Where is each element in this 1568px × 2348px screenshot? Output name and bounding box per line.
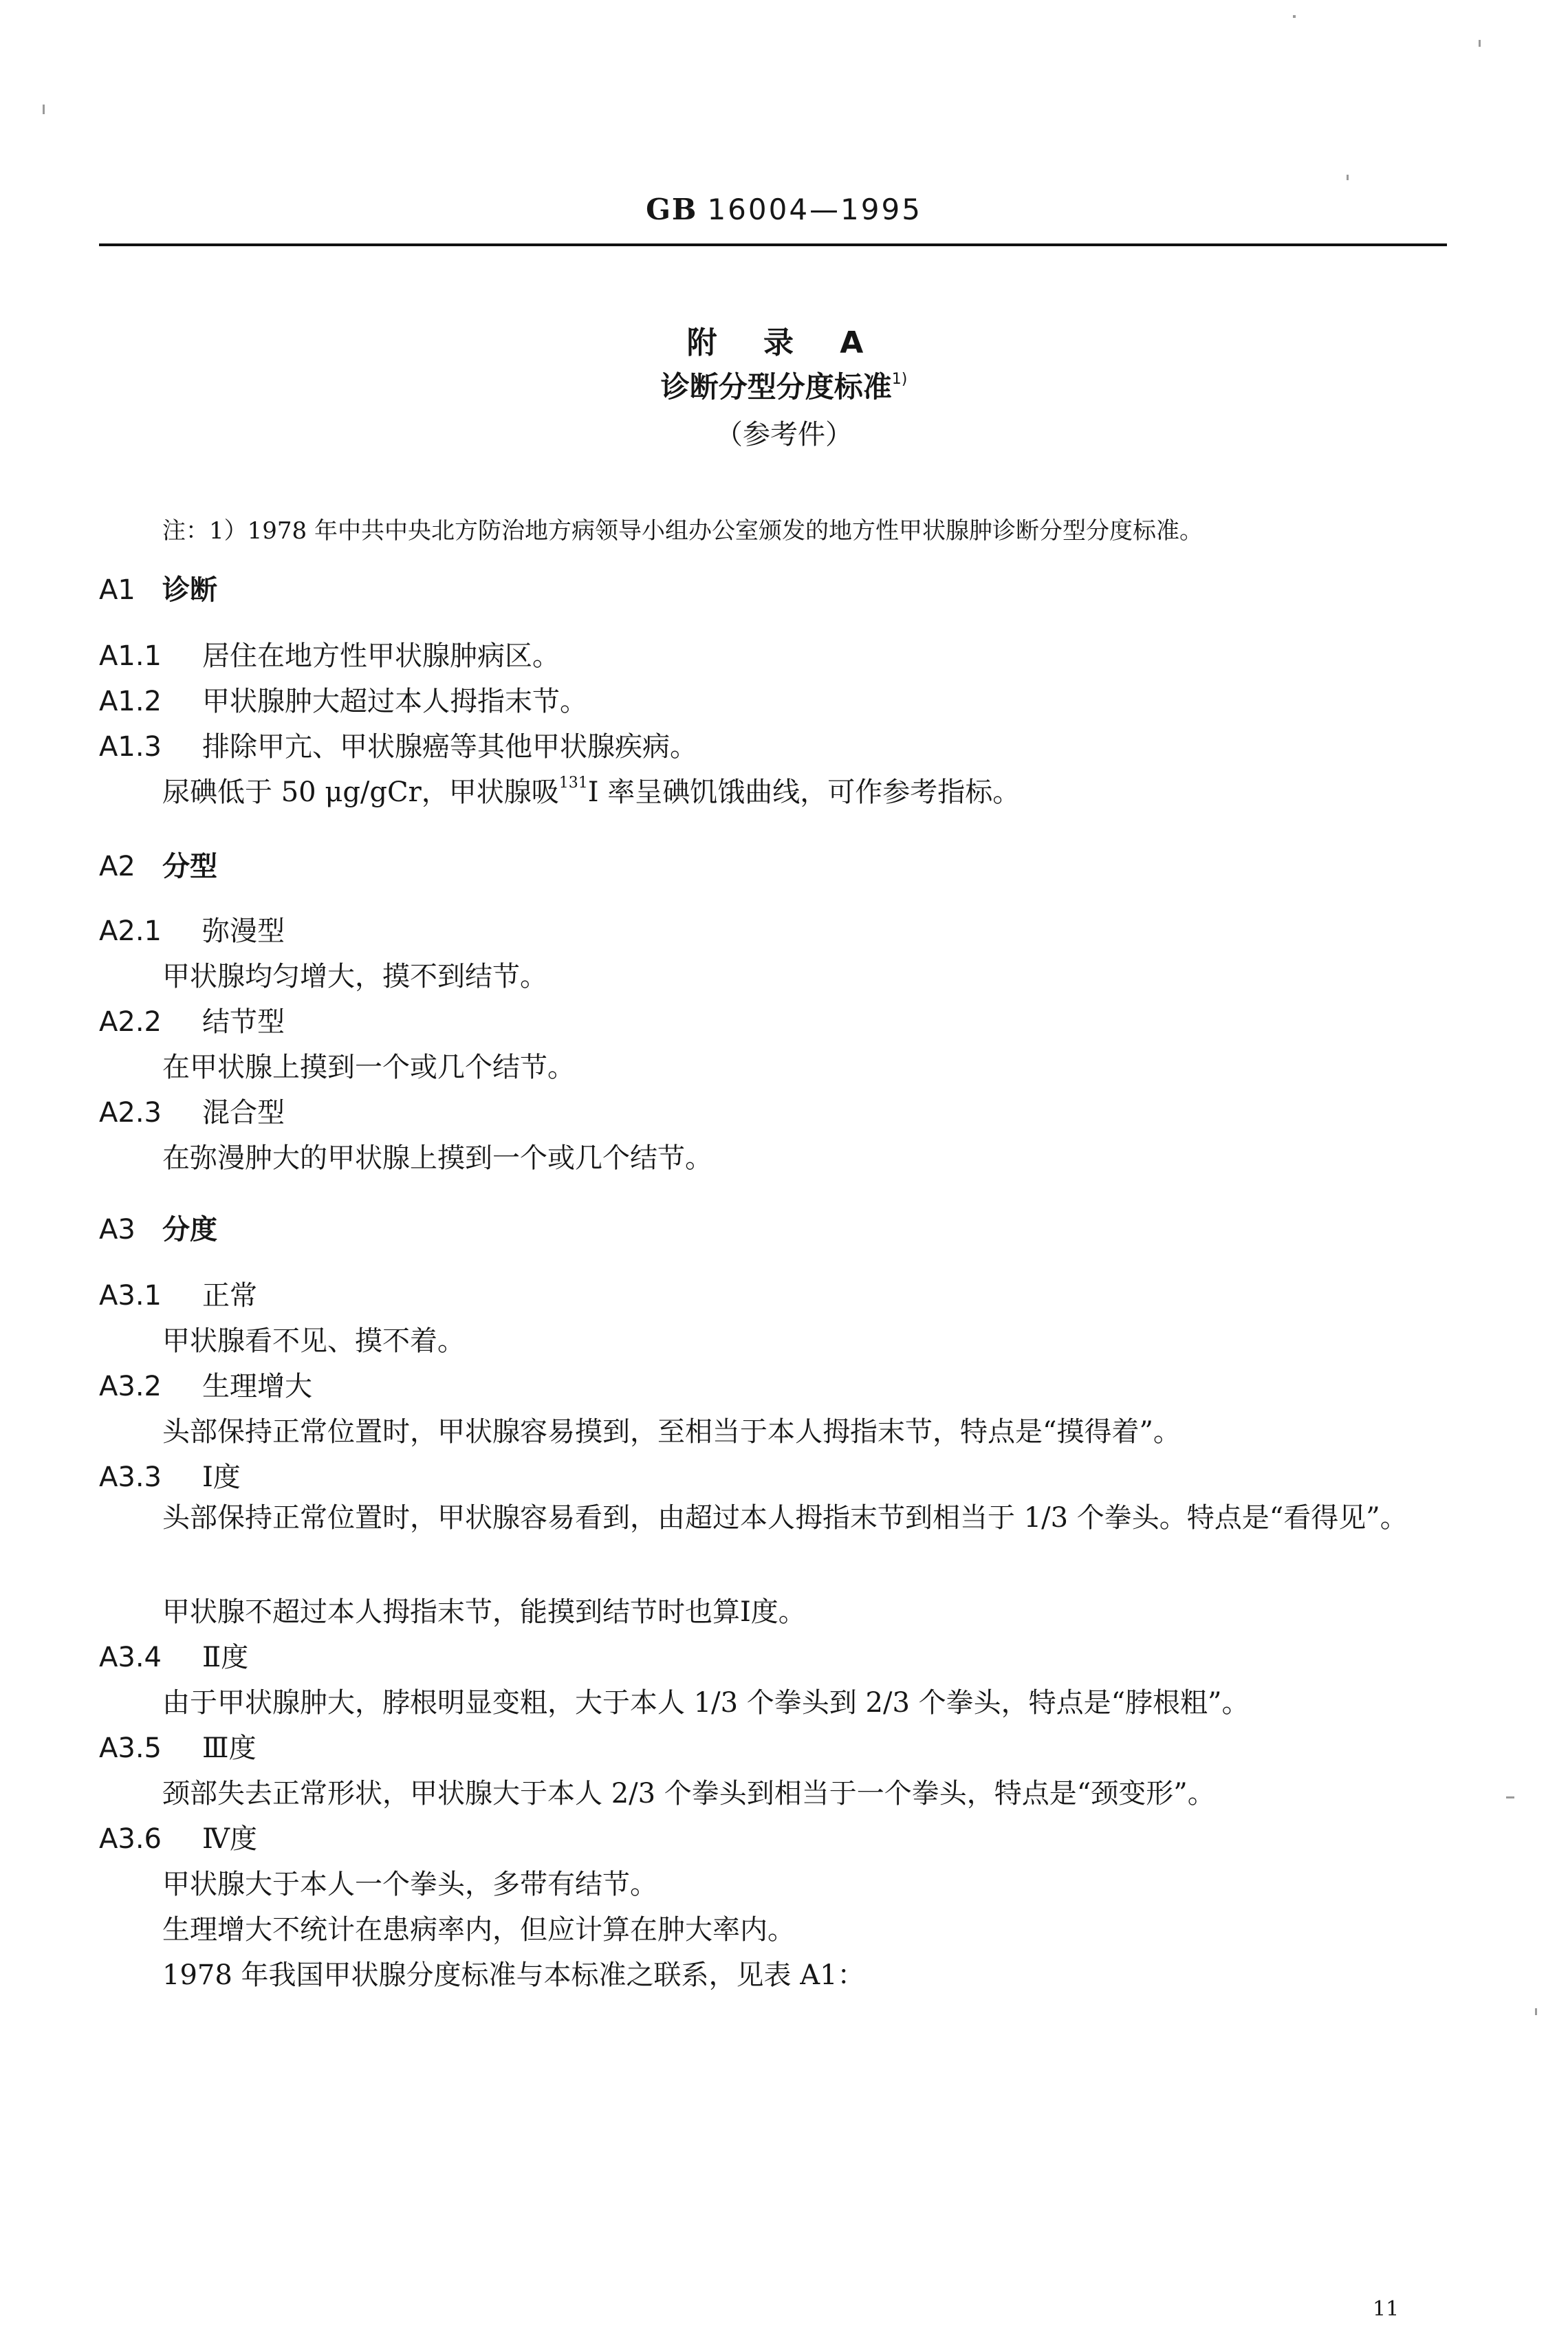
clause-number: A3.6 xyxy=(99,1823,162,1855)
section-title: 诊断 xyxy=(162,574,217,606)
clause-number: A3.4 xyxy=(99,1642,162,1673)
section-heading-a3 xyxy=(99,1208,217,1247)
footnote-marker: 1) xyxy=(891,371,908,388)
clause-a3-3-paragraph: 头部保持正常位置时，甲状腺容易看到，由超过本人拇指末节到相当于 1/3 个拳头。特点是“看得见”。 xyxy=(162,1502,1408,1534)
header-rule xyxy=(99,243,1447,246)
clause-a3-6-remark: 生理增大不统计在患病率内，但应计算在肿大率内。 xyxy=(162,1914,795,1946)
section-title: 分型 xyxy=(162,851,217,882)
clause-number: A2.3 xyxy=(99,1097,162,1129)
clause-text: 生理增大 xyxy=(202,1371,312,1402)
clause-a3-5-paragraph: 颈部失去正常形状，甲状腺大于本人 2/3 个拳头到相当于一个拳头，特点是“颈变形”。 xyxy=(162,1778,1215,1809)
section-title: 分度 xyxy=(162,1214,217,1246)
clause-a3-2 xyxy=(99,1365,312,1404)
scan-speck xyxy=(1535,2008,1537,2015)
clause-a1-3-paragraph xyxy=(162,770,1020,809)
appendix-label: 附 录 A xyxy=(686,325,882,360)
clause-number: A3.5 xyxy=(99,1732,162,1764)
clause-text: 排除甲亢、甲状腺癌等其他甲状腺疾病。 xyxy=(202,731,697,763)
clause-a3-3-note: 甲状腺不超过本人拇指末节，能摸到结节时也算Ⅰ度。 xyxy=(162,1596,806,1628)
paragraph-text: 尿碘低于 50 μg/gCr，甲状腺吸 xyxy=(162,776,559,808)
clause-text: Ⅳ度 xyxy=(202,1823,257,1855)
clause-a3-1-paragraph: 甲状腺看不见、摸不着。 xyxy=(162,1325,465,1357)
clause-a1-2 xyxy=(99,680,587,719)
clause-number: A1.3 xyxy=(99,731,162,763)
appendix-title-text: 诊断分型分度标准 xyxy=(660,370,892,404)
section-number: A3 xyxy=(99,1214,135,1246)
clause-text: 弥漫型 xyxy=(202,915,285,947)
clause-number: A2.2 xyxy=(99,1006,162,1038)
footnote: 注：1）1978 年中共中央北方防治地方病领导小组办公室颁发的地方性甲状腺肿诊断分型分度标准。 xyxy=(162,517,1203,545)
clause-text: Ⅰ度 xyxy=(202,1461,241,1493)
standard-number: 16004—1995 xyxy=(707,193,922,226)
clause-a2-3-paragraph: 在弥漫肿大的甲状腺上摸到一个或几个结节。 xyxy=(162,1142,712,1174)
clause-a3-6 xyxy=(99,1817,257,1856)
clause-a2-3 xyxy=(99,1091,285,1130)
page-number: 11 xyxy=(1373,2297,1400,2321)
scan-speck xyxy=(1479,40,1481,47)
clause-a3-4-paragraph: 由于甲状腺肿大，脖根明显变粗，大于本人 1/3 个拳头到 2/3 个拳头，特点是“脖根粗”。 xyxy=(162,1687,1250,1719)
clause-a2-1 xyxy=(99,909,285,948)
section-number: A1 xyxy=(99,574,135,606)
paragraph-text: I 率呈碘饥饿曲线，可作参考指标。 xyxy=(587,776,1021,808)
scan-speck xyxy=(43,105,45,114)
clause-a3-6-paragraph: 甲状腺大于本人一个拳头，多带有结节。 xyxy=(162,1869,657,1900)
clause-number: A3.2 xyxy=(99,1371,162,1402)
clause-text: Ⅲ度 xyxy=(202,1732,257,1764)
scan-speck xyxy=(1506,1796,1514,1798)
appendix-title xyxy=(0,365,1568,406)
clause-a1-1 xyxy=(99,634,560,673)
appendix-subtitle: （参考件） xyxy=(715,419,853,450)
clause-a3-3 xyxy=(99,1455,241,1494)
scan-speck xyxy=(1347,175,1349,180)
page-header xyxy=(0,193,1568,226)
clause-number: A3.3 xyxy=(99,1461,162,1493)
section-heading-a1 xyxy=(99,568,217,607)
standard-prefix: GB xyxy=(646,193,698,226)
clause-text: 结节型 xyxy=(202,1006,285,1038)
section-number: A2 xyxy=(99,851,135,882)
clause-text: 混合型 xyxy=(202,1097,285,1129)
clause-number: A3.1 xyxy=(99,1280,162,1312)
clause-a3-6-reference: 1978 年我国甲状腺分度标准与本标准之联系，见表 A1： xyxy=(162,1959,865,1991)
clause-text: 居住在地方性甲状腺肿病区。 xyxy=(202,640,560,672)
clause-a3-4 xyxy=(99,1635,248,1675)
clause-a3-2-paragraph: 头部保持正常位置时，甲状腺容易摸到，至相当于本人拇指末节，特点是“摸得着”。 xyxy=(162,1416,1181,1448)
clause-a3-1 xyxy=(99,1274,257,1313)
clause-number: A1.2 xyxy=(99,686,162,717)
clause-a1-3 xyxy=(99,725,697,764)
section-heading-a2 xyxy=(99,845,217,884)
clause-text: 甲状腺肿大超过本人拇指末节。 xyxy=(202,686,587,717)
clause-a2-2-paragraph: 在甲状腺上摸到一个或几个结节。 xyxy=(162,1052,575,1083)
clause-a3-5 xyxy=(99,1726,257,1765)
clause-a2-1-paragraph: 甲状腺均匀增大，摸不到结节。 xyxy=(162,961,547,992)
scan-speck xyxy=(1293,15,1296,18)
clause-number: A2.1 xyxy=(99,915,162,947)
clause-text: 正常 xyxy=(202,1280,257,1312)
clause-a2-2 xyxy=(99,1000,285,1039)
clause-text: Ⅱ度 xyxy=(202,1642,249,1673)
clause-number: A1.1 xyxy=(99,640,162,672)
isotope-superscript: 131 xyxy=(558,774,588,792)
